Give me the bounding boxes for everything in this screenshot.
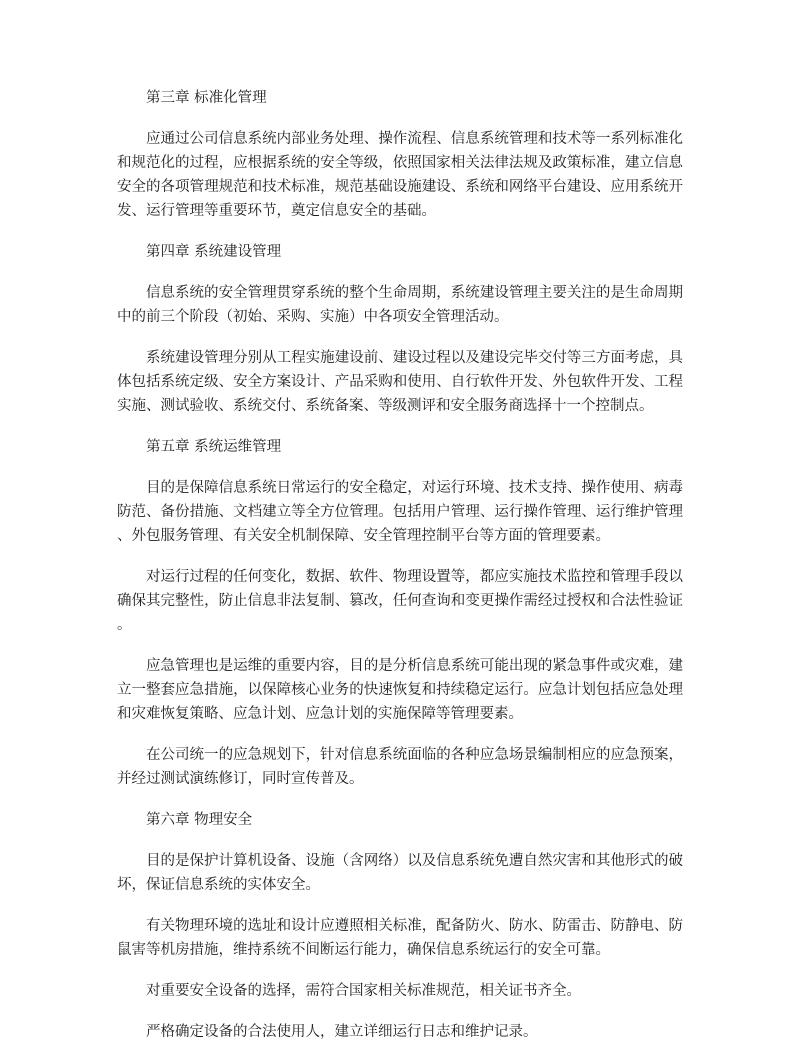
chapter-3-heading: 第三章 标准化管理 bbox=[146, 90, 267, 106]
document-page bbox=[117, 86, 683, 1061]
chapter-4-paragraph-1: 信息系统的安全管理贯穿系统的整个生命周期，系统建设管理主要关注的是生命周期中的前三个阶段（初始、采购、实施）中各项安全管理活动。 bbox=[117, 285, 683, 325]
chapter-4-heading: 第四章 系统建设管理 bbox=[146, 244, 282, 260]
chapter-6-paragraph-2: 有关物理环境的选址和设计应遵照相关标准，配备防火、防水、防雷击、防静电、防鼠害等机房措施，维持系统不间断运行能力，确保信息系统运行的安全可靠。 bbox=[117, 918, 683, 958]
chapter-5-paragraph-1: 目的是保障信息系统日常运行的安全稳定，对运行环境、技术支持、操作使用、病毒防范、备份措施、文档建立等全方位管理。包括用户管理、运行操作管理、运行维护管理、外包服务管理、有关安全机制保障、安全管理控制平台等方面的管理要素。 bbox=[117, 480, 683, 544]
chapter-5-heading: 第五章 系统运维管理 bbox=[146, 439, 282, 455]
chapter-5-paragraph-2: 对运行过程的任何变化，数据、软件、物理设置等，都应实施技术监控和管理手段以确保其完整性，防止信息非法复制、篡改，任何查询和变更操作需经过授权和合法性验证。 bbox=[117, 569, 683, 633]
chapter-3-paragraph-1: 应通过公司信息系统内部业务处理、操作流程、信息系统管理和技术等一系列标准化和规范化的过程，应根据系统的安全等级，依照国家相关法律法规及政策标准，建立信息安全的各项管理规范和技术标准，规范基础设施建设、系统和网络平台建设、应用系统开发、运行管理等重要环节，奠定信息安全的基础。 bbox=[117, 131, 683, 219]
chapter-6-paragraph-4: 严格确定设备的合法使用人，建立详细运行日志和维护记录。 bbox=[146, 1024, 538, 1040]
chapter-4-paragraph-2: 系统建设管理分别从工程实施建设前、建设过程以及建设完毕交付等三方面考虑，具体包括系统定级、安全方案设计、产品采购和使用、自行软件开发、外包软件开发、工程实施、测试验收、系统交付、系统备案、等级测评和安全服务商选择十一个控制点。 bbox=[117, 350, 683, 414]
chapter-6-paragraph-3: 对重要安全设备的选择，需符合国家相关标准规范，相关证书齐全。 bbox=[146, 983, 581, 999]
chapter-6-heading: 第六章 物理安全 bbox=[146, 812, 253, 828]
chapter-6-paragraph-1: 目的是保护计算机设备、设施（含网络）以及信息系统免遭自然灾害和其他形式的破坏，保证信息系统的实体安全。 bbox=[117, 853, 683, 893]
chapter-5-paragraph-3: 应急管理也是运维的重要内容，目的是分析信息系统可能出现的紧急事件或灾难，建立一整套应急措施，以保障核心业务的快速恢复和持续稳定运行。应急计划包括应急处理和灾难恢复策略、应急计划、应急计划的实施保障等管理要素。 bbox=[117, 658, 683, 722]
chapter-5-paragraph-4: 在公司统一的应急规划下，针对信息系统面临的各种应急场景编制相应的应急预案，并经过测试演练修订，同时宣传普及。 bbox=[117, 747, 683, 787]
